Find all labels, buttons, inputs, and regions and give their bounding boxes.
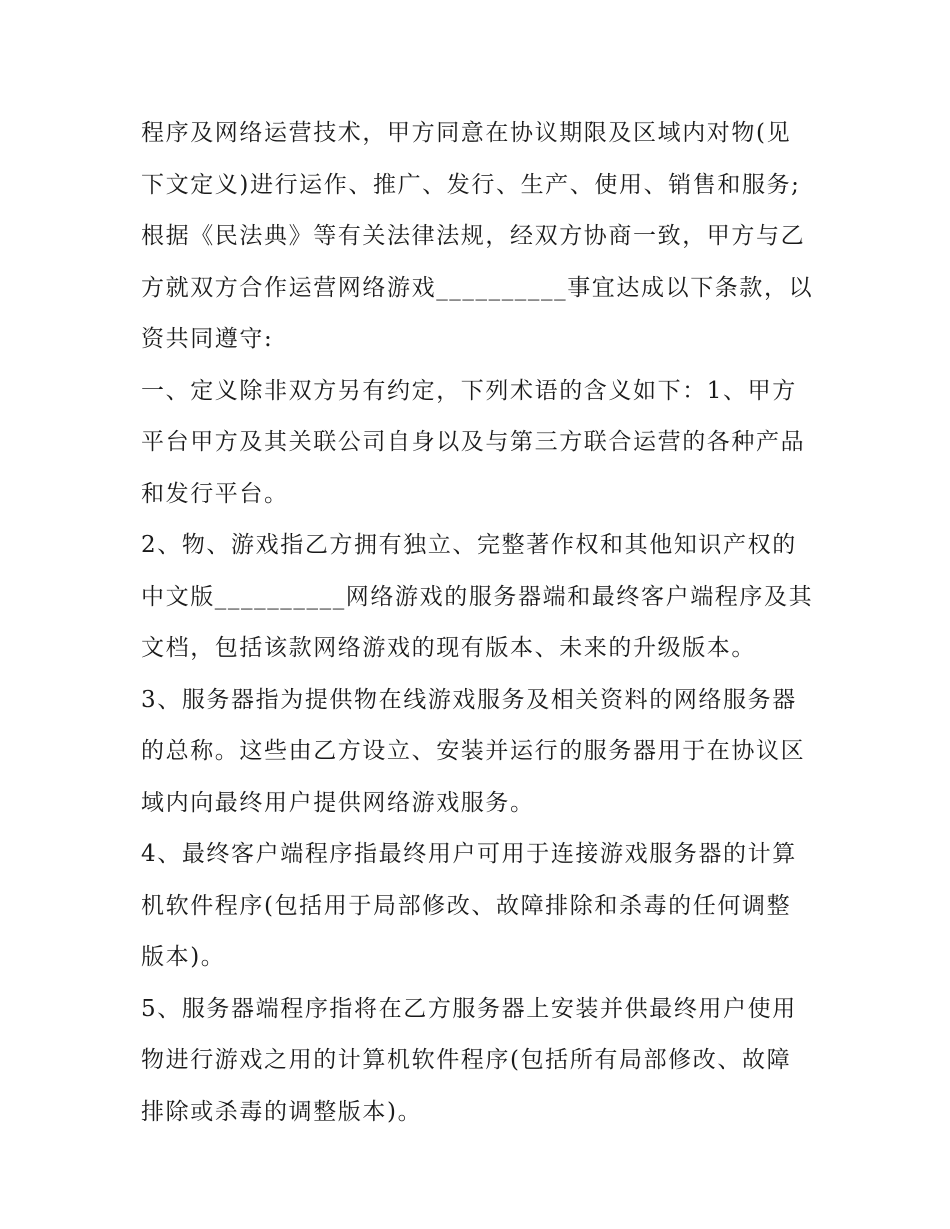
text-line: 机软件程序(包括用于局部修改、故障排除和杀毒的任何调整 [141,892,792,919]
text-line: 程序及网络运营技术，甲方同意在协议期限及区域内对物(见 [141,120,792,146]
text-line: 排除或杀毒的调整版本)。 [141,1098,423,1125]
clause-2-line: 2、物、游戏指乙方拥有独立、完整著作权和其他知识产权的 [141,532,797,558]
text-line: 中文版__________网络游戏的服务器端和最终客户端程序及其 [141,583,814,610]
text-line: 的总称。这些由乙方设立、安装并运行的服务器用于在协议区 [141,738,806,764]
document-body [141,108,821,1138]
text-line: 方就双方合作运营网络游戏__________事宜达成以下条款，以 [141,274,814,301]
text-line: 平台甲方及其关联公司自身以及与第三方联合运营的各种产品 [141,429,806,455]
text-line: 版本)。 [141,944,226,970]
text-line: 文档，包括该款网络游戏的现有版本、未来的升级版本。 [141,635,756,661]
text-line: 资共同遵守: [141,326,274,352]
section-heading-line: 一、定义除非双方另有约定，下列术语的含义如下：1、甲方 [141,377,797,404]
text-line: 域内向最终用户提供网络游戏服务。 [141,789,535,816]
text-line: 根据《民法典》等有关法律法规，经双方协商一致，甲方与乙 [141,223,806,249]
clause-3-line: 3、服务器指为提供物在线游戏服务及相关资料的网络服务器 [141,686,797,713]
text-line: 下文定义)进行运作、推广、发行、生产、使用、销售和服务; [141,171,801,198]
text-line: 物进行游戏之用的计算机软件程序(包括所有局部修改、故障 [141,1047,792,1073]
text-line: 和发行平台。 [141,480,289,507]
clause-5-line: 5、服务器端程序指将在乙方服务器上安装并供最终用户使用 [141,995,797,1022]
clause-4-line: 4、最终客户端程序指最终用户可用于连接游戏服务器的计算 [141,841,797,867]
